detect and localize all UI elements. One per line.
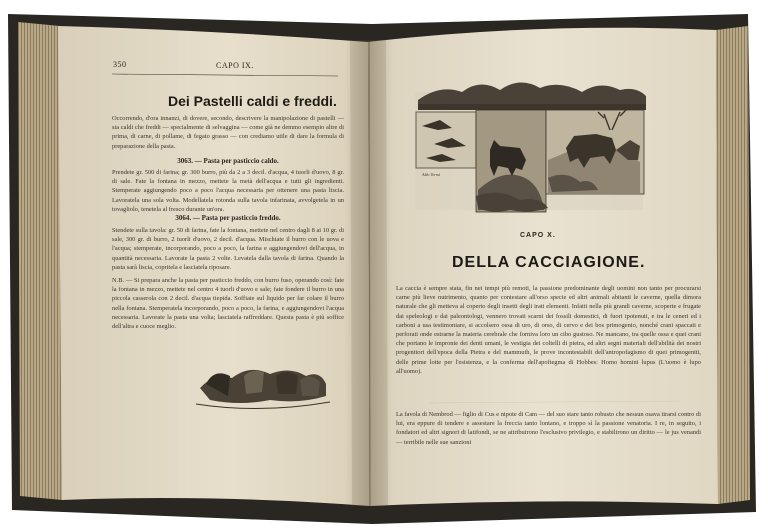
chapter-label: CAPO X. [520,232,556,239]
right-paragraph-1: La caccia è sempre stata, fin nei tempi più remoti, la passione predominante degli uomini non tanto per procurarsi carne più lieve nutrimento, quanto per contestare all'orso specie ed altri animali abitanti le caverne, quella dimora naturale che gli metteva al coperto degli insetti degli irati elementi. Infatti nella più grandi caverne, scoperte e frugate dai speleologi e dai paleontologi, vennero trovati scarni dei fossili domestici, di fuori ipotenuti, e tra le ceneri ed i carboni a usa testimoniare, si accolsero ossa di uro, di orso, di cervo e dei bos primogenio, nonché crani spaccati e perforati onde estrarne la materia cerebrale che forniva loro un cibo gustoso. Ne mancano, tra quelle ossa e quei crani che portano le impronte dei denti umani, le vestigia dei coltelli di pietra, ed altri segni materiali dell'abilità dei nostri progenitori dell'epoca della Pietra e del mammuth, le prove incontestabili dell'antropofagismo di quei primogeniti, delle prime lotte per l'esistenza, e la conferma dell'apoftegma di Hobbes: Homo homini lupus (L'uomo è lupo all'uomo). [396,285,701,375]
illustration-signature: Aldo Vermi [422,172,440,177]
recipe-heading-3063: 3063. — Pasta per pasticcio caldo. [177,157,279,165]
right-page-title: DELLA CACCIAGIONE. [452,254,646,271]
recipe-3063-text: Prendete gr. 500 di farina; gr. 300 burro, più da 2 a 3 decil. d'acqua, 4 tuorli d'uovo, 8 gr. di sale. Fate la fontana in mezzo, mettete la metà dell'acqua e tutti gli ingredienti. Stemperate aggiungendo poco a poco l'acqua necessaria per ottenere una pasta liscia. Lavoratela una sola volta. Modellatela rotonda sulla tavola infarinata, avvolgetela in un tovagliolo, tenetela al fresco durante un'ora. [112,169,344,213]
left-intro-paragraph: Occorrendo, d'ora innanzi, di dovere, secondo, descrivere la manipolazione di pastelli — sia caldi che freddi — specialmente di selvaggina — come già ne demmo esempio altre di prima, di carne, di pollame, di fegato grasso — con crediamo utile di dare la formula di preparazione della pasta. [112,115,344,150]
left-page-title: Dei Pastelli caldi e freddi. [168,93,337,109]
recipe-nota-bene: N.B. — Si prepara anche la pasta per pasticcio freddo, con burro fuso, operando così: fate la fontana in mezzo, mettete nel centro 4 tuorli d'uovo e sale; fate fondere il burro in una piccola casserola con 2 decil. d'acqua tiepida. Soffiate sul liquido per far colare il burro nella fontana. Stemperatela incorporando, poco a poco, la farina, e aggiungendovi l'acqua necessaria. Lavorate la pasta una volta; lasciatela raffreddare. Questa pasta è più soffice dell'altra e cuoce meglio. [112,277,344,331]
recipe-heading-3064: 3064. — Pasta per pasticcio freddo. [175,214,281,222]
page-number: 350 [113,60,127,69]
hunting-illustration [415,82,646,212]
right-page-edges [716,26,750,504]
recipe-3064-text: Stendete sulla tavola: gr. 50 di farina, fate la fontana, mettete nel centro dagli 8 ai 10 gr. di sale, 300 gr. di burro, 2 tuorli d'uovo, 2 decil. d'acqua. Mischiate il burro con le uova e l'acqua; stemperate, incorporando, poco a poco, la farina e aggiungendovi dell'acqua, in quantità necessaria. Lavorate la pasta 2 volte. Levatela dalla tavola di farina. Quando la pasta sarà liscia, copritela e lasciatela riposare. [112,227,344,271]
right-paragraph-2: La favola di Nembrod — figlio di Cus e nipote di Cam — del suo stare tanto robusto che nessun osava tirarsi contro di lui, era eppure di tendere e assestare la freccia tanto lontano, e troppo sì la passione venatoria. I re, in seguito, i fondatori ed altri signori di latifondi, se ne attribuirono l'esclusivo privilegio, e stabilirono un diritto — le jus venandi — terribile nelle sue sanzioni [396,411,701,446]
left-page-edges [18,22,62,500]
running-head: CAPO IX. [216,61,254,70]
